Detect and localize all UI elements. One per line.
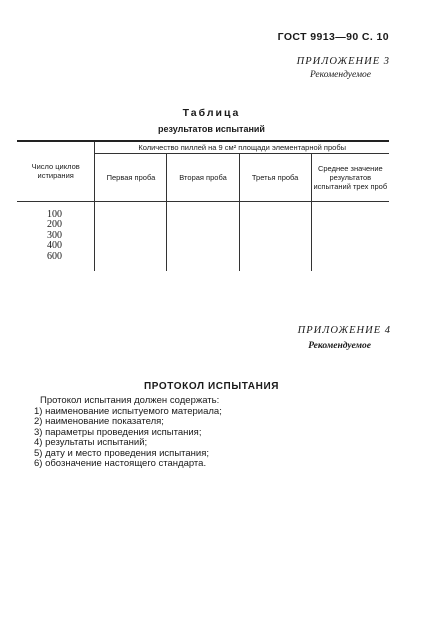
page-header: ГОСТ 9913—90 С. 10 (277, 31, 389, 43)
appendix-4-note: Рекомендуемое (308, 341, 371, 351)
cycles-cell (17, 201, 95, 271)
protocol-list (34, 396, 222, 470)
cycle-value: 200 (47, 219, 62, 230)
protocol-item: 2) наименование показателя; (34, 416, 164, 427)
table-cell (95, 201, 167, 271)
table-subtitle: результатов испытаний (158, 124, 265, 134)
cycle-value: 400 (47, 240, 62, 251)
protocol-item: 1) наименование испытуемого материала; (34, 405, 222, 417)
table-cell (167, 201, 239, 271)
appendix-3-title: ПРИЛОЖЕНИЕ 3 (296, 56, 390, 67)
protocol-intro: Протокол испытания должен содержать: (40, 395, 220, 406)
column-header-4: Среднее значение результатов испытаний трех проб (311, 153, 389, 201)
table-cell (239, 201, 311, 271)
protocol-item: 3) параметры проведения испытания; (34, 426, 202, 438)
cycle-value: 100 (47, 208, 62, 220)
cycles-header: Число циклов истирания (17, 141, 95, 201)
protocol-item: 4) результаты испытаний; (34, 437, 148, 448)
column-header-3: Третья проба (239, 153, 311, 201)
cycle-value: 600 (47, 250, 62, 262)
cycle-value: 300 (47, 229, 62, 241)
group-header: Количество пиллей на 9 см² площади элементарной пробы (95, 141, 389, 153)
results-table (17, 140, 389, 271)
column-header-1: Первая проба (95, 153, 167, 201)
protocol-item: 5) дату и место проведения испытания; (34, 447, 210, 459)
table-cell (311, 201, 389, 271)
protocol-title: ПРОТОКОЛ ИСПЫТАНИЯ (143, 381, 280, 392)
column-header-2: Вторая проба (167, 153, 239, 201)
table-title: Таблица (182, 107, 241, 119)
appendix-4-title: ПРИЛОЖЕНИЕ 4 (297, 325, 391, 336)
protocol-item: 6) обозначение настоящего стандарта. (34, 458, 207, 469)
appendix-3-note: Рекомендуемое (309, 70, 371, 80)
